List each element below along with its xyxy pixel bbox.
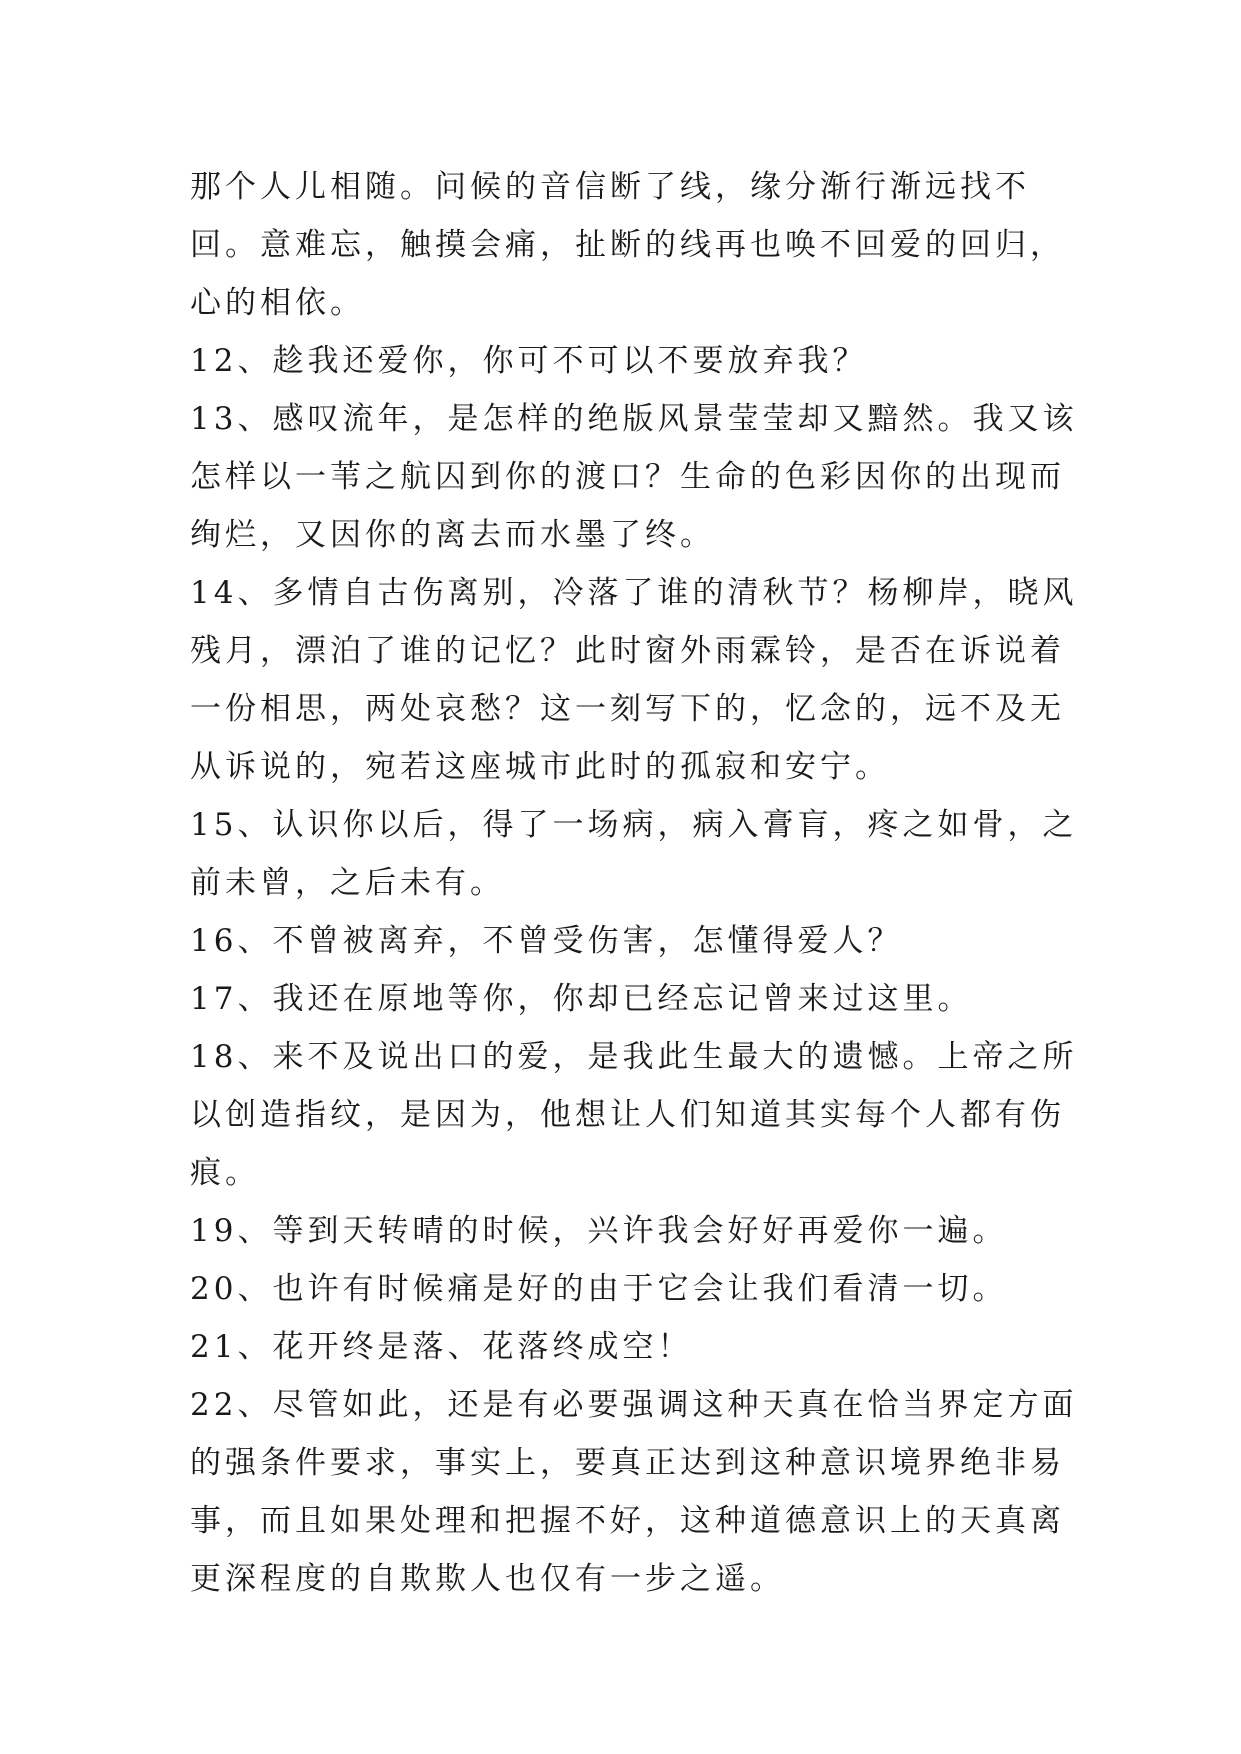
paragraph-15: 15、认识你以后，得了一场病，病入膏肓，疼之如骨，之前未曾，之后未有。 [190,807,1078,901]
paragraph-13: 13、感叹流年，是怎样的绝版风景莹莹却又黯然。我又该怎样以一苇之航囚到你的渡口？生命的色彩因你的出现而绚烂，又因你的离去而水墨了终。 [190,401,1078,553]
paragraph-12: 12、趁我还爱你，你可不可以不要放弃我？ [190,343,868,379]
paragraph-22: 22、尽管如此，还是有必要强调这种天真在恰当界定方面的强条件要求，事实上，要真正达到这种意识境界绝非易事，而且如果处理和把握不好，这种道德意识上的天真离更深程度的自欺欺人也仅有一步之遥。 [190,1387,1078,1597]
paragraph-continued: 那个人儿相随。问候的音信断了线，缘分渐行渐远找不回。意难忘，触摸会痛，扯断的线再也唤不回爱的回归，心的相依。 [190,169,1065,321]
paragraph-18: 18、来不及说出口的爱，是我此生最大的遗憾。上帝之所以创造指纹，是因为，他想让人们知道其实每个人都有伤痕。 [190,1039,1078,1191]
paragraph-19: 19、等到天转晴的时候，兴许我会好好再爱你一遍。 [190,1213,1008,1249]
paragraph-17: 17、我还在原地等你，你却已经忘记曾来过这里。 [190,981,973,1017]
paragraph-16: 16、不曾被离弃，不曾受伤害，怎懂得爱人？ [190,923,903,959]
paragraph-14: 14、多情自古伤离别，冷落了谁的清秋节？杨柳岸，晓风残月，漂泊了谁的记忆？此时窗外雨霖铃，是否在诉说着一份相思，两处哀愁？这一刻写下的，忆念的，远不及无从诉说的，宛若这座城市此时的孤寂和安宁。 [190,575,1078,785]
document-body [190,158,1090,1608]
paragraph-20: 20、也许有时候痛是好的由于它会让我们看清一切。 [190,1271,1008,1307]
paragraph-21: 21、花开终是落、花落终成空！ [190,1329,693,1365]
